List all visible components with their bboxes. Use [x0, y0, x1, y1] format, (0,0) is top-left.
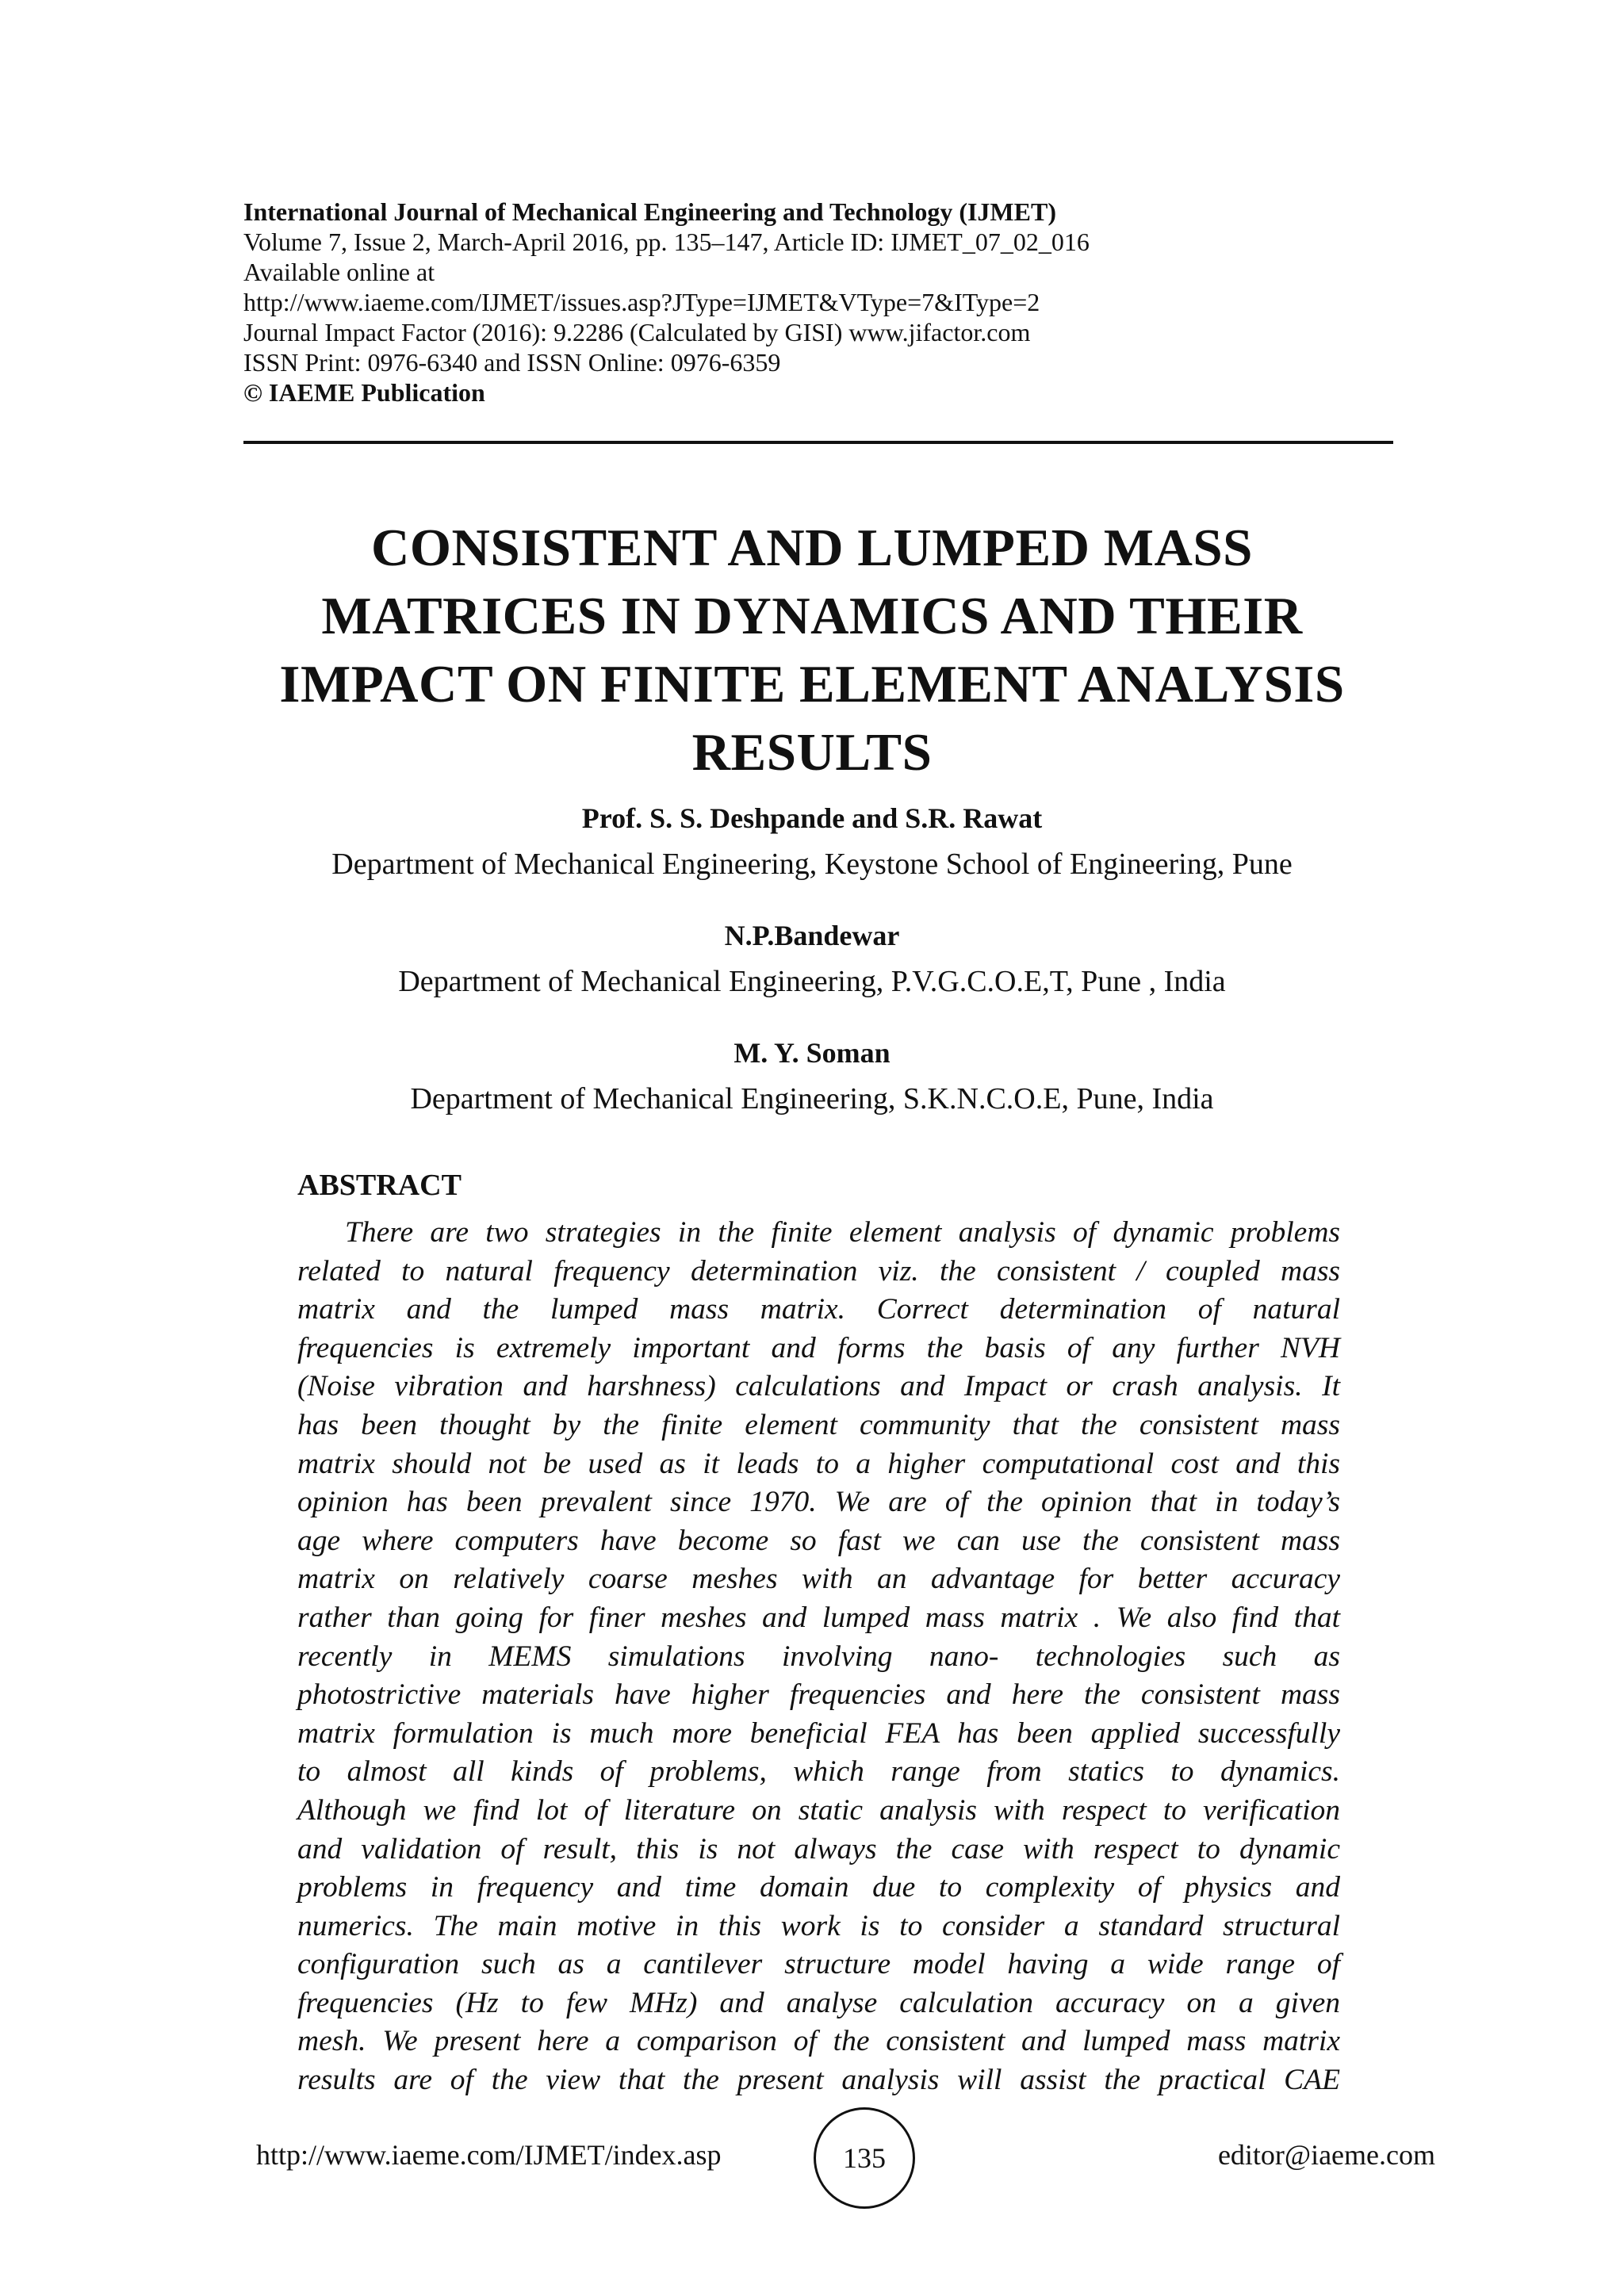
journal-header [243, 197, 1393, 408]
abstract-line: photostrictive materials have higher frequencies and here the consistent mass [297, 1678, 1340, 1712]
author-group-1 [162, 801, 1462, 883]
abstract-line: configuration such as a cantilever structure model having a wide range of [297, 1948, 1340, 1981]
abstract-heading: ABSTRACT [297, 1169, 462, 1202]
author-name: Prof. S. S. Deshpande and S.R. Rawat [581, 802, 1043, 834]
publisher-line: © IAEME Publication [243, 378, 485, 407]
abstract-line: frequencies is extremely important and forms the basis of any further NVH [297, 1331, 1340, 1364]
footer-url-link[interactable]: http://www.iaeme.com/IJMET/index.asp [256, 2139, 722, 2171]
title-line: CONSISTENT AND LUMPED MASS [371, 519, 1253, 577]
issn-line: ISSN Print: 0976-6340 and ISSN Online: 0976-6359 [243, 348, 781, 377]
abstract-line: numerics. The main motive in this work is to consider a standard structural [297, 1909, 1340, 1942]
author-group-2 [162, 918, 1462, 1001]
issue-url[interactable]: http://www.iaeme.com/IJMET/issues.asp?JType=IJMET&VType=7&IType=2 [243, 288, 1040, 316]
abstract-line: matrix should not be used as it leads to a higher computational cost and this [297, 1447, 1340, 1480]
abstract-line: problems in frequency and time domain due to complexity of physics and [297, 1871, 1340, 1904]
abstract-line: matrix formulation is much more beneficial FEA has been applied successfully [297, 1716, 1340, 1750]
author-name: N.P.Bandewar [724, 920, 900, 951]
abstract-body [297, 1214, 1340, 2100]
page-number: 135 [843, 2142, 886, 2174]
footer-email-link[interactable]: editor@iaeme.com [1217, 2139, 1435, 2171]
header-divider [243, 441, 1393, 444]
impact-factor-line: Journal Impact Factor (2016): 9.2286 (Calculated by GISI) www.jifactor.com [243, 318, 1031, 346]
abstract-line: opinion has been prevalent since 1970. We are of the opinion that in today’s [297, 1486, 1340, 1519]
abstract-line: There are two strategies in the finite element analysis of dynamic problems [345, 1216, 1340, 1249]
page-number-badge [814, 2107, 915, 2209]
abstract-line: and validation of result, this is not always the case with respect to dynamic [297, 1832, 1340, 1866]
author-name: M. Y. Soman [733, 1037, 891, 1069]
abstract-line: (Noise vibration and harshness) calculations and Impact or crash analysis. It [297, 1370, 1340, 1403]
author-group-3 [162, 1035, 1462, 1118]
paper-title [162, 514, 1462, 786]
abstract-line: mesh. We present here a comparison of the consistent and lumped mass matrix [297, 2025, 1340, 2058]
abstract-line: rather than going for finer meshes and lumped mass matrix . We also find that [297, 1601, 1340, 1634]
abstract-line: matrix and the lumped mass matrix. Correct determination of natural [297, 1293, 1340, 1326]
author-affiliation: Department of Mechanical Engineering, S.K.N.C.O.E, Pune, India [410, 1082, 1214, 1115]
abstract-line: Although we find lot of literature on static analysis with respect to verification [297, 1793, 1340, 1827]
abstract-line: matrix on relatively coarse meshes with an advantage for better accuracy [297, 1563, 1340, 1596]
author-affiliation: Department of Mechanical Engineering, P.V.G.C.O.E,T, Pune , India [398, 965, 1226, 998]
author-affiliation: Department of Mechanical Engineering, Keystone School of Engineering, Pune [331, 848, 1293, 881]
abstract-line: has been thought by the finite element community that the consistent mass [297, 1408, 1340, 1441]
abstract-line: related to natural frequency determination viz. the consistent / coupled mass [297, 1254, 1340, 1288]
abstract-line: to almost all kinds of problems, which range from statics to dynamics. [297, 1755, 1340, 1789]
journal-name: International Journal of Mechanical Engineering and Technology (IJMET) [243, 197, 1056, 226]
abstract-line: frequencies (Hz to few MHz) and analyse calculation accuracy on a given [297, 1986, 1340, 2019]
title-line: IMPACT ON FINITE ELEMENT ANALYSIS [279, 655, 1345, 714]
volume-line: Volume 7, Issue 2, March-April 2016, pp. 135–147, Article ID: IJMET_07_02_016 [243, 228, 1090, 256]
abstract-line: recently in MEMS simulations involving nano- technologies such as [297, 1640, 1340, 1673]
abstract-line: results are of the view that the present analysis will assist the practical CAE [297, 2064, 1340, 2097]
title-line: RESULTS [691, 723, 933, 782]
available-line: Available online at [243, 258, 435, 286]
abstract-line: age where computers have become so fast we can use the consistent mass [297, 1524, 1340, 1557]
title-line: MATRICES IN DYNAMICS AND THEIR [321, 587, 1303, 645]
